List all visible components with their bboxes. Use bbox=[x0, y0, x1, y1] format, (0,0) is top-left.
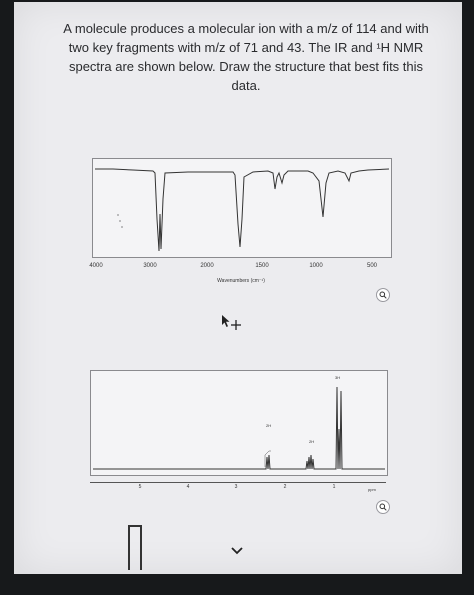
magnifier-icon bbox=[379, 291, 387, 299]
ir-x-label: Wavenumbers (cm⁻¹) bbox=[217, 278, 265, 284]
question-line-1: A molecule produces a molecular ion with a m/z of 114 and with bbox=[63, 21, 429, 36]
magnifier-icon bbox=[379, 503, 387, 511]
chevron-down-icon[interactable] bbox=[230, 543, 244, 561]
question-line-3: spectra are shown below. Draw the structure that best fits this bbox=[68, 59, 424, 74]
nmr-tick-3: 3 bbox=[234, 484, 238, 490]
nmr-integration-3h: 3H bbox=[335, 375, 341, 380]
nmr-integration-2h-b: 2H bbox=[309, 439, 315, 444]
nmr-zoom-button[interactable] bbox=[376, 500, 390, 514]
nmr-x-ticks bbox=[90, 484, 386, 494]
answer-drawing-fragment bbox=[128, 525, 142, 570]
nmr-x-label: ppm bbox=[368, 487, 376, 492]
ir-spectrum bbox=[92, 158, 392, 258]
ir-tick-500: 500 bbox=[366, 263, 378, 269]
ir-tick-3000: 3000 bbox=[143, 263, 157, 269]
ir-tick-1000: 1000 bbox=[309, 263, 323, 269]
question-text bbox=[36, 19, 456, 95]
ir-x-ticks bbox=[74, 263, 404, 273]
nmr-tick-2: 2 bbox=[283, 484, 287, 490]
pointer-move-icon bbox=[221, 314, 243, 337]
nmr-tick-1: 1 bbox=[332, 484, 336, 490]
question-line-4: data. bbox=[231, 78, 261, 93]
ir-trace bbox=[93, 159, 391, 257]
nmr-tick-4: 4 bbox=[186, 484, 190, 490]
question-line-2: two key fragments with m/z of 71 and 43. The IR and ¹H NMR bbox=[68, 40, 424, 55]
nmr-trace bbox=[91, 371, 387, 475]
ir-tick-4000: 4000 bbox=[89, 263, 103, 269]
ir-tick-2000: 2000 bbox=[200, 263, 214, 269]
ir-zoom-button[interactable] bbox=[376, 288, 390, 302]
nmr-spectrum bbox=[90, 370, 388, 476]
nmr-integration-2h-a: 2H bbox=[266, 423, 272, 428]
nmr-x-axis bbox=[90, 482, 386, 483]
nmr-tick-5: 5 bbox=[138, 484, 142, 490]
ir-tick-1500: 1500 bbox=[255, 263, 269, 269]
